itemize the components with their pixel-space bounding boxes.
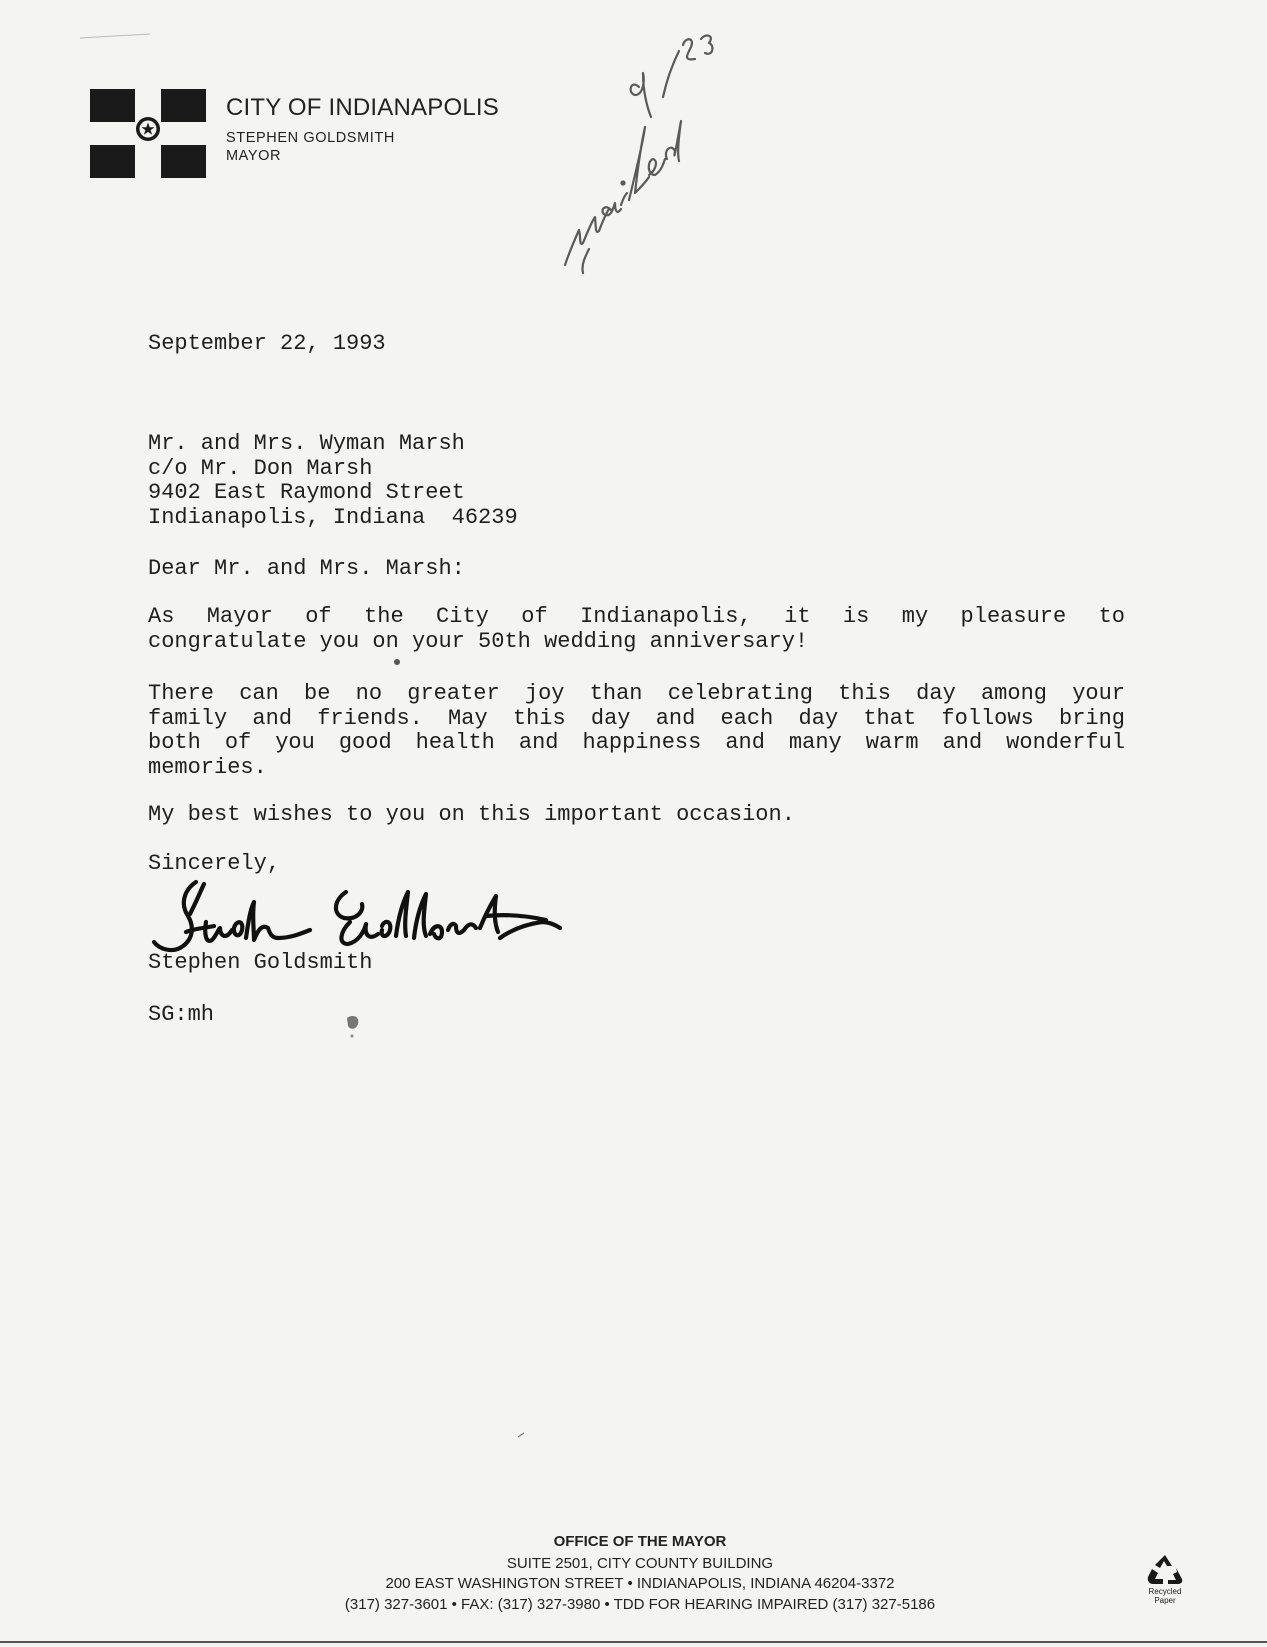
footer-phones: (317) 327-3601 • FAX: (317) 327-3980 • TDD FOR HEARING IMPAIRED (317) 327-5186 bbox=[344, 1596, 936, 1613]
recycle-icon bbox=[1146, 1553, 1184, 1587]
footer-street: 200 EAST WASHINGTON STREET • INDIANAPOLIS, INDIANA 46204-3372 bbox=[385, 1575, 895, 1592]
closing: Sincerely, bbox=[148, 851, 281, 876]
address-line: 9402 East Raymond Street bbox=[148, 480, 465, 505]
address-line: Indianapolis, Indiana 46239 bbox=[148, 504, 518, 530]
page-edge-line bbox=[0, 1641, 1267, 1643]
signer-name: Stephen Goldsmith bbox=[148, 950, 373, 975]
letterhead-city: CITY OF INDIANAPOLIS bbox=[226, 94, 499, 121]
paragraph-line: both of you good health and happiness and many warm and wonderful bbox=[148, 730, 1125, 755]
paragraph-line: As Mayor of the City of Indianapolis, it is my pleasure to bbox=[148, 604, 1125, 629]
letter-date: September 22, 1993 bbox=[148, 331, 386, 356]
paragraph-line: memories. bbox=[148, 754, 267, 780]
address-line: Mr. and Mrs. Wyman Marsh bbox=[148, 431, 465, 456]
paragraph-line: family and friends. May this day and each day that follows bring bbox=[148, 705, 1125, 731]
recycled-paper-badge bbox=[1143, 1553, 1187, 1613]
paragraph-line: There can be no greater joy than celebrating this day among your bbox=[148, 681, 1125, 706]
recycled-label: Recycled bbox=[1148, 1587, 1182, 1596]
footer-office: OFFICE OF THE MAYOR bbox=[553, 1533, 727, 1550]
paragraph-best-wishes: My best wishes to you on this important occasion. bbox=[148, 802, 795, 827]
footer-suite: SUITE 2501, CITY COUNTY BUILDING bbox=[506, 1555, 774, 1572]
letterhead-mayor-name: STEPHEN GOLDSMITH bbox=[226, 130, 395, 146]
letterhead-mayor-title: MAYOR bbox=[226, 148, 282, 164]
typist-initials: SG:mh bbox=[148, 1002, 215, 1027]
paper-label: Paper bbox=[1154, 1596, 1176, 1605]
address-line: c/o Mr. Don Marsh bbox=[148, 455, 373, 481]
salutation: Dear Mr. and Mrs. Marsh: bbox=[148, 556, 465, 581]
paragraph-line: congratulate you on your 50th wedding anniversary! bbox=[148, 628, 809, 654]
